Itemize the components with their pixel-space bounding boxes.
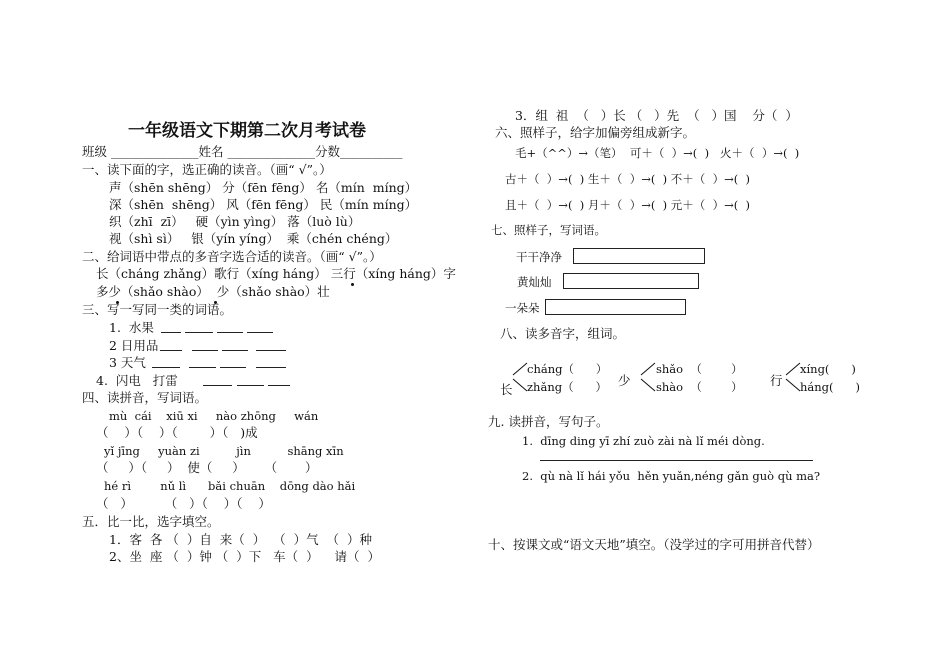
page-title: 一年级语文下期第二次月考试卷 bbox=[128, 121, 366, 141]
section10-heading: 十、按课文或“语文天地”填空。（没学过的字可用拼音代替） bbox=[488, 537, 820, 552]
section6-example: 毛+（^^）→（笔） 可＋（ ）→( ) 火＋（ ）→( ) bbox=[515, 146, 800, 160]
answer-box[interactable] bbox=[545, 299, 686, 315]
example-word: 黄灿灿 bbox=[517, 275, 552, 289]
answer-blanks: （ ）（ ）（ ）（ )成 bbox=[96, 425, 258, 440]
section5-row: 1．客 各 （ ）自 来（ ） （ ）气 （ ）种 bbox=[109, 532, 373, 547]
section5-heading: 五．比一比，选字填空。 bbox=[82, 514, 220, 529]
answer-box[interactable] bbox=[563, 273, 699, 289]
section1-row: 视（shì sì） 银（yín yíng） 乘（chén chéng） bbox=[109, 231, 398, 246]
polyphone-reading: háng( ) bbox=[800, 380, 860, 394]
section1-row: 声（shēn shēng） 分（fēn fēng） 名（mín míng） bbox=[109, 180, 418, 195]
bracket-lines bbox=[512, 361, 528, 393]
pinyin-row: mù cái xiū xi nào zhōng wán bbox=[109, 409, 319, 423]
section2-row: 多少（shǎo shào） 少（shǎo shào）壮 bbox=[96, 284, 330, 299]
example-word: 一朵朵 bbox=[505, 301, 540, 315]
section6-row: 且＋（ ）→( ) 月＋（ ）→( ) 元＋（ ）→( ) bbox=[505, 198, 751, 212]
section6-row: 古＋（ ）→( ) 生＋（ ）→( ) 不＋（ ）→( ) bbox=[505, 172, 751, 186]
section3-row: 1. 水果 bbox=[109, 320, 154, 335]
answer-blanks: （ ） （ ）（ ）（ ） bbox=[96, 496, 271, 511]
section3-row: 3 天气 bbox=[109, 355, 146, 370]
section5-row: 2、坐 座 （ ）钟 （ ）下 车（ ） 请（ ） bbox=[109, 549, 380, 564]
section8-heading: 八、读多音字，组词。 bbox=[500, 326, 626, 341]
section2-row: 长（cháng zhǎng）歌行（xíng háng） 三行（xíng háng）字 bbox=[96, 266, 456, 281]
emphasis-dot bbox=[351, 283, 354, 286]
section4-heading: 四、读拼音，写词语。 bbox=[82, 390, 208, 405]
student-info-line: 班级 ______________姓名 ______________分数__________ bbox=[82, 144, 403, 159]
polyphone-reading: xíng( ) bbox=[800, 362, 856, 376]
polyphone-reading: shǎo （ ） bbox=[656, 362, 743, 376]
polyphone-char: 少 bbox=[618, 373, 631, 388]
example-word: 干干净净 bbox=[516, 250, 562, 264]
writing-line[interactable] bbox=[540, 460, 813, 461]
polyphone-char: 长 bbox=[500, 382, 513, 397]
section3-row: 2 日用品 bbox=[109, 338, 159, 353]
section1-heading: 一、读下面的字，选正确的读音。（画“ √”。） bbox=[82, 162, 332, 177]
section9-heading: 九. 读拼音，写句子。 bbox=[488, 414, 609, 429]
polyphone-char: 行 bbox=[770, 373, 783, 388]
polyphone-reading: cháng（ ） bbox=[527, 362, 608, 376]
bracket-lines bbox=[785, 361, 801, 393]
section1-row: 织（zhī zī） 硬（yìn yìng） 落（luò lù） bbox=[109, 214, 361, 229]
pinyin-sentence: 1. dīng ding yī zhí zuò zài nà lǐ méi dòng. bbox=[522, 434, 765, 448]
pinyin-sentence: 2. qù nà lǐ hái yǒu hěn yuǎn,néng gǎn guò qù ma? bbox=[522, 469, 821, 483]
section5-row: 3．组 祖 （ ）长 （ ）先 （ ）国 分（ ） bbox=[515, 108, 798, 123]
section3-row: 4. 闪电 打雷 bbox=[96, 373, 178, 388]
pinyin-row: hé rì nǔ lì bǎi chuān dōng dào hǎi bbox=[104, 479, 356, 493]
section6-heading: 六、照样子，给字加偏旁组成新字。 bbox=[495, 125, 696, 140]
section7-heading: 七、照样子，写词语。 bbox=[491, 223, 606, 237]
polyphone-reading: zhǎng（ ） bbox=[527, 380, 608, 394]
answer-box[interactable] bbox=[573, 248, 705, 264]
polyphone-reading: shào （ ） bbox=[656, 380, 743, 394]
answer-blanks: （ ）（ ） 使（ ） （ ） bbox=[96, 460, 318, 475]
pinyin-row: yǐ jīng yuàn zi jìn shāng xīn bbox=[104, 444, 344, 458]
bracket-lines bbox=[640, 361, 656, 393]
section2-heading: 二、给词语中带点的多音字选合适的读音。（画“ √”。） bbox=[82, 249, 382, 264]
section1-row: 深（shēn shēng） 风（fēn fēng） 民（mín míng） bbox=[109, 197, 418, 212]
section3-heading: 三、写一写同一类的词语。 bbox=[82, 302, 233, 317]
